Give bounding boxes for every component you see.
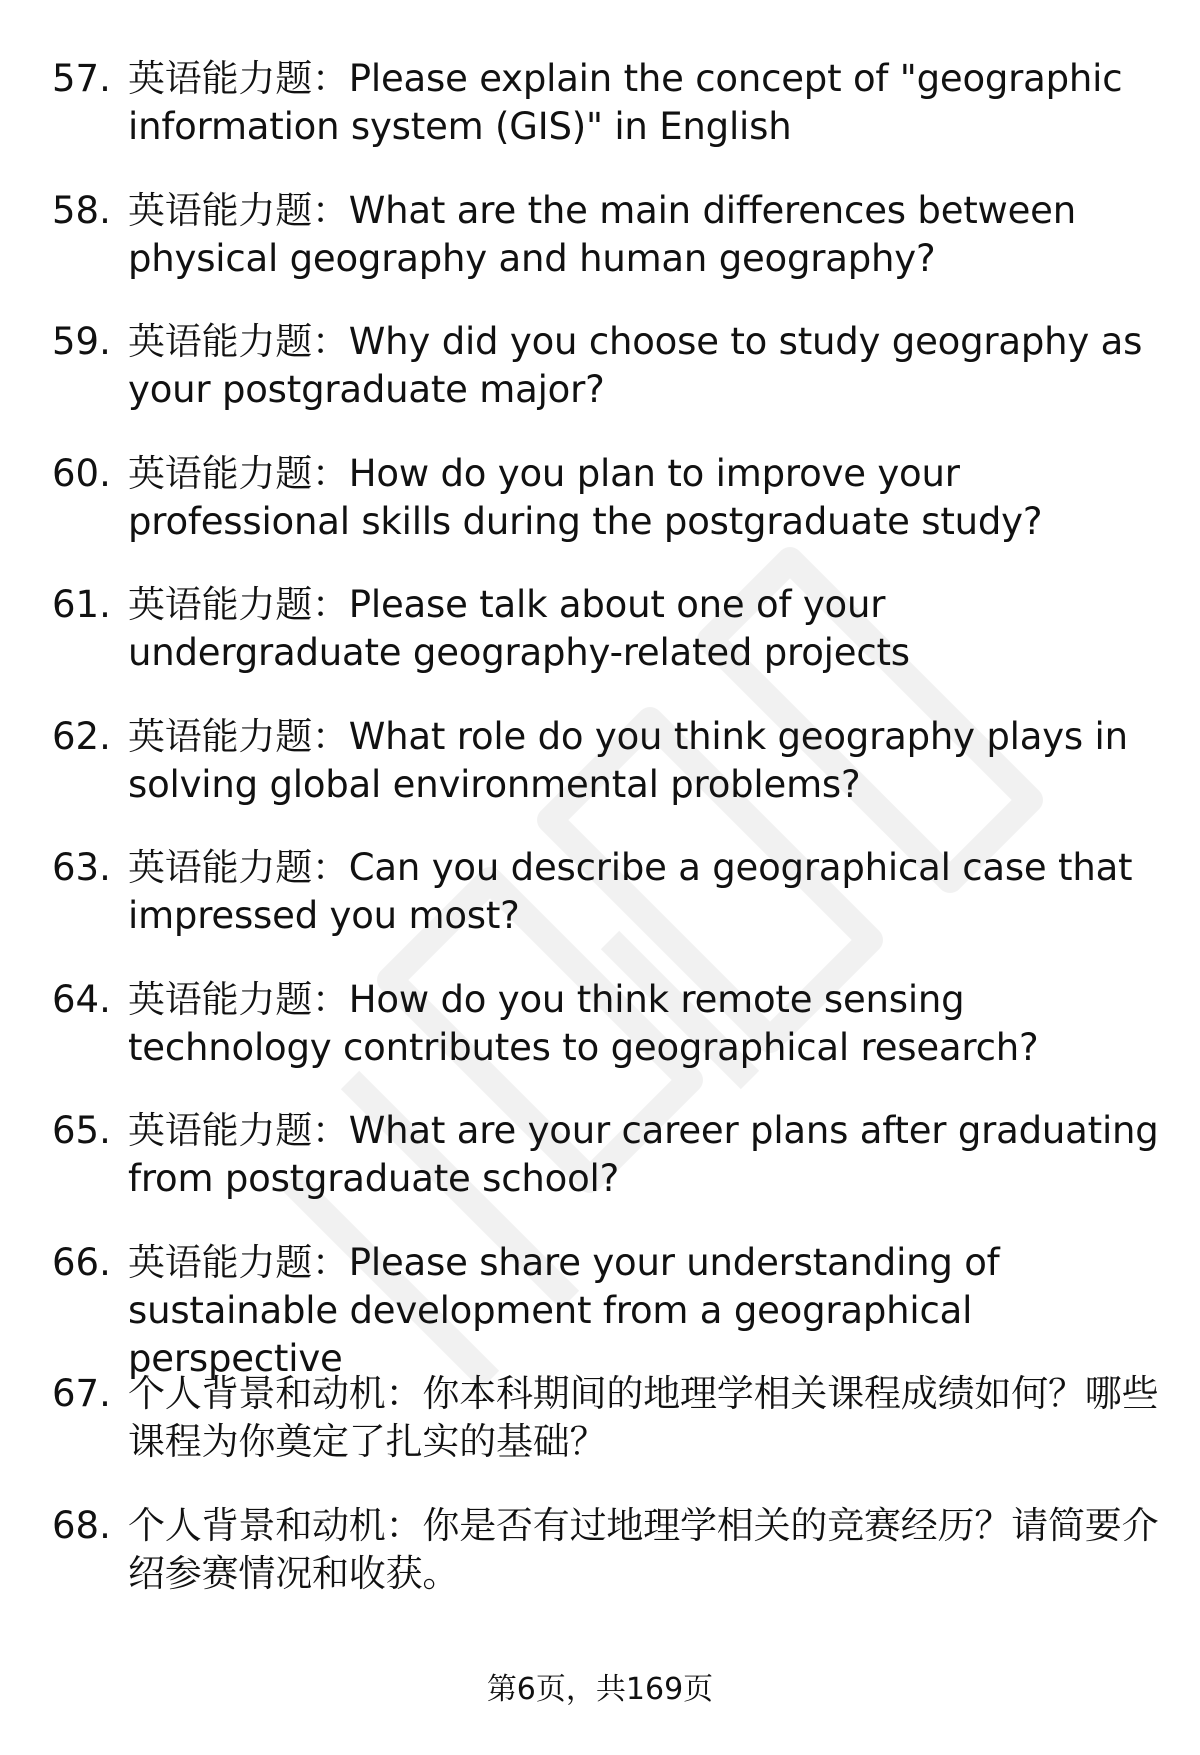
question-text: 英语能力题：Why did you choose to study geography as your postgraduate major? bbox=[128, 320, 1143, 411]
question-text: 英语能力题：What are the main differences between physical geography and human geography? bbox=[128, 188, 1076, 280]
question-item bbox=[0, 55, 1200, 187]
question-text: 个人背景和动机：你是否有过地理学相关的竞赛经历？请简要介绍参赛情况和收获。 bbox=[128, 1503, 1159, 1595]
question-item bbox=[0, 844, 1200, 976]
question-number: 59. bbox=[52, 320, 111, 363]
question-text: 英语能力题：How do you think remote sensing technology contributes to geographical research? bbox=[128, 977, 1039, 1069]
question-number: 65. bbox=[52, 1109, 111, 1152]
question-text: 英语能力题：How do you plan to improve your professional skills during the postgraduate study? bbox=[128, 451, 1043, 543]
question-item bbox=[0, 1502, 1200, 1634]
question-number: 57. bbox=[52, 57, 111, 100]
question-item bbox=[0, 1107, 1200, 1239]
question-number: 58. bbox=[52, 188, 111, 232]
question-number: 67. bbox=[52, 1372, 111, 1415]
question-item bbox=[0, 318, 1200, 450]
question-item bbox=[0, 450, 1200, 582]
question-item bbox=[0, 187, 1200, 319]
question-number: 68. bbox=[52, 1503, 111, 1547]
question-item bbox=[0, 1239, 1200, 1380]
question-text: 英语能力题：Please talk about one of your undergraduate geography-related projects bbox=[128, 583, 910, 674]
question-number: 60. bbox=[52, 451, 111, 495]
question-number: 62. bbox=[52, 714, 111, 758]
page-footer: 第6页，共169页 bbox=[486, 1672, 714, 1707]
question-text: 个人背景和动机：你本科期间的地理学相关课程成绩如何？哪些课程为你奠定了扎实的基础？ bbox=[128, 1372, 1159, 1463]
question-item bbox=[0, 1370, 1200, 1502]
question-number: 64. bbox=[52, 977, 111, 1021]
question-text: 英语能力题：What role do you think geography plays in solving global environmental problems? bbox=[128, 714, 1128, 806]
question-text: 英语能力题：Please share your understanding of sustainable development from a geographical perspective bbox=[128, 1240, 1000, 1380]
question-item bbox=[0, 713, 1200, 845]
question-number: 63. bbox=[52, 846, 111, 889]
question-text: 英语能力题：Can you describe a geographical case that impressed you most? bbox=[128, 846, 1133, 937]
question-item bbox=[0, 581, 1200, 713]
question-text: 英语能力题：What are your career plans after graduating from postgraduate school? bbox=[128, 1109, 1159, 1200]
question-number: 66. bbox=[52, 1240, 111, 1284]
question-item bbox=[0, 976, 1200, 1108]
question-number: 61. bbox=[52, 583, 111, 626]
question-text: 英语能力题：Please explain the concept of "geographic information system (GIS)" in English bbox=[128, 57, 1123, 148]
question-list bbox=[0, 55, 1200, 1633]
